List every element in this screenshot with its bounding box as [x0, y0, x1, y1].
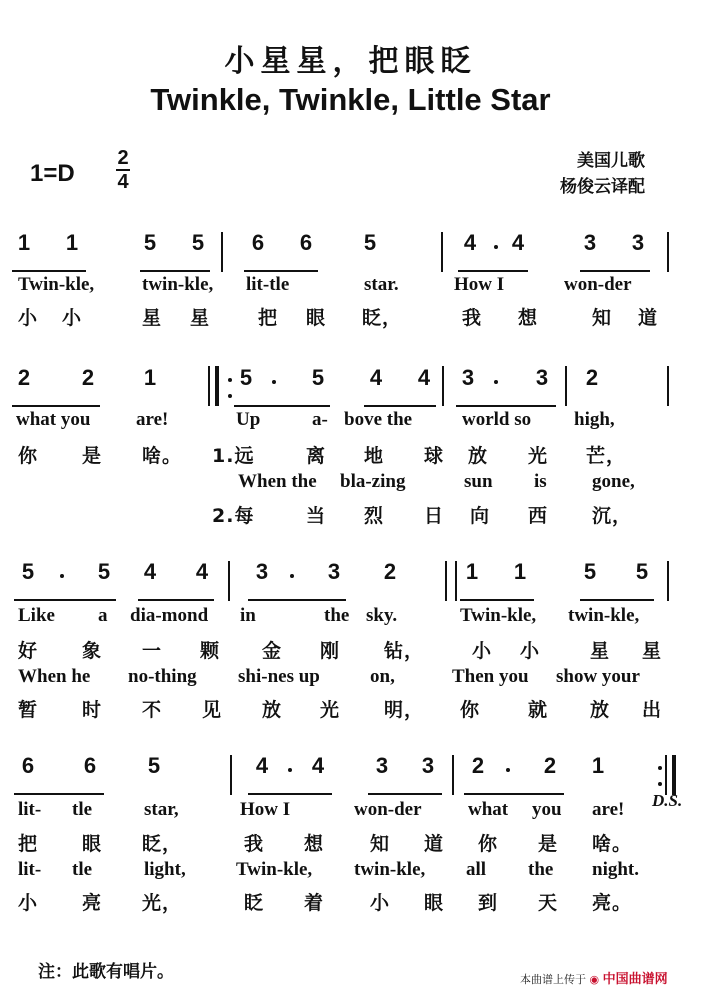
lyric-word-english: what	[468, 799, 509, 820]
lyric-word-english: a	[98, 605, 108, 626]
lyric-char-chinese: 球	[424, 445, 445, 467]
double-barline	[215, 366, 219, 406]
beam-underline	[244, 270, 318, 272]
key-signature: 1=D	[30, 160, 75, 187]
note-digit: 2	[585, 365, 599, 390]
lyric-char-chinese: 道	[638, 307, 659, 329]
lyric-word-english: Twin-kle,	[18, 274, 95, 295]
lyric-char-chinese: 你	[460, 699, 481, 721]
note-digit: 1	[465, 559, 479, 584]
lyric-char-chinese: 暂	[18, 699, 39, 721]
lyric-word-english: sky.	[366, 605, 398, 626]
lyric-word-english: you	[532, 799, 562, 820]
lyric-char-chinese: 放	[262, 699, 283, 721]
lyric-word-english: gone,	[592, 471, 635, 492]
lyric-word-english: all	[466, 859, 487, 880]
lyric-char-chinese: 眼	[82, 833, 103, 855]
lyric-char-chinese: 放	[468, 445, 489, 467]
lyric-char-chinese: 星	[642, 640, 663, 662]
note-digit: 4	[195, 559, 209, 584]
note-digit: 1	[17, 230, 31, 255]
duration-dot	[506, 768, 510, 772]
note-digit: 4	[369, 365, 383, 390]
barline	[665, 755, 667, 795]
beam-underline	[580, 599, 654, 601]
double-barline	[672, 755, 676, 795]
lyric-word-english: sun	[464, 471, 493, 492]
lyric-word-english: When he	[18, 666, 91, 687]
lyric-word-english: twin-kle,	[568, 605, 640, 626]
lyric-word-english: bove the	[344, 409, 413, 430]
note-digit: 2	[543, 753, 557, 778]
lyric-char-chinese: 你	[478, 833, 499, 855]
lyric-word-english: shi-nes up	[238, 666, 320, 687]
footnote: 注：此歌有唱片。	[38, 962, 174, 982]
note-digit: 5	[635, 559, 649, 584]
lyric-char-chinese: 不	[142, 699, 163, 721]
beam-underline	[580, 270, 650, 272]
lyric-word-english: world so	[462, 409, 532, 430]
lyric-char-chinese: 把	[18, 833, 39, 855]
lyric-char-chinese: 道	[424, 833, 445, 855]
note-digit: 3	[461, 365, 475, 390]
title-english: Twinkle, Twinkle, Little Star	[150, 82, 551, 117]
lyric-word-english: lit-	[18, 799, 42, 820]
note-digit: 5	[239, 365, 253, 390]
lyric-word-english: Twin-kle,	[460, 605, 537, 626]
lyric-word-english: light,	[144, 859, 186, 880]
beam-underline	[464, 793, 564, 795]
note-digit: 5	[191, 230, 205, 255]
lyric-char-chinese: 离	[306, 445, 327, 467]
lyric-char-chinese: 星	[590, 640, 611, 662]
lyric-word-english: no-thing	[128, 666, 197, 687]
lyric-char-chinese: 小	[18, 307, 39, 329]
lyric-word-english: high,	[574, 409, 615, 430]
barline	[565, 366, 567, 406]
lyric-char-chinese: 眼	[306, 307, 327, 329]
lyric-char-chinese: 明，	[384, 699, 425, 721]
lyric-word-english: what you	[16, 409, 91, 430]
lyric-char-chinese: 知	[592, 307, 613, 329]
duration-dot	[60, 574, 64, 578]
beam-underline	[234, 405, 330, 407]
lyric-char-chinese: 小	[370, 892, 391, 914]
note-digit: 1	[591, 753, 605, 778]
meter-top: 2	[117, 147, 129, 169]
note-digit: 5	[311, 365, 325, 390]
beam-underline	[456, 405, 556, 407]
lyric-char-chinese: 亮。	[592, 892, 633, 914]
lyric-char-chinese: 颗	[200, 640, 221, 662]
lyric-char-chinese: 就	[528, 699, 549, 721]
lyric-word-english: tle	[72, 859, 93, 880]
lyric-word-english: star.	[364, 274, 399, 295]
lyric-word-english: bla-zing	[340, 471, 406, 492]
lyric-word-english: are!	[136, 409, 169, 430]
lyric-word-english: Like	[18, 605, 55, 626]
note-digit: 3	[535, 365, 549, 390]
note-digit: 4	[255, 753, 269, 778]
lyric-word-english: on,	[370, 666, 395, 687]
barline	[452, 755, 454, 795]
time-signature	[116, 148, 130, 192]
lyric-char-chinese: 当	[306, 505, 327, 527]
note-digit: 5	[583, 559, 597, 584]
note-digit: 3	[583, 230, 597, 255]
note-digit: 2	[81, 365, 95, 390]
note-digit: 4	[463, 230, 477, 255]
lyric-word-english: night.	[592, 859, 639, 880]
beam-underline	[12, 270, 86, 272]
lyric-char-chinese: 见	[202, 699, 223, 721]
repeat-dot	[228, 394, 232, 398]
lyric-word-english: dia-mond	[130, 605, 209, 626]
footer-text: 本曲谱上传于	[520, 973, 586, 986]
meter-bottom: 4	[117, 171, 129, 193]
lyric-char-chinese: 啥。	[592, 833, 633, 855]
lyric-char-chinese: 眨，	[362, 307, 403, 329]
lyric-word-english: the	[324, 605, 350, 626]
barline	[445, 561, 447, 601]
beam-underline	[138, 599, 214, 601]
note-digit: 5	[21, 559, 35, 584]
beam-underline	[248, 793, 332, 795]
note-digit: 6	[83, 753, 97, 778]
beam-underline	[460, 599, 534, 601]
note-digit: 6	[251, 230, 265, 255]
barline	[667, 232, 669, 272]
repeat-dot	[658, 782, 662, 786]
lyric-word-english: How I	[240, 799, 291, 820]
note-digit: 3	[631, 230, 645, 255]
lyric-word-english: star,	[144, 799, 179, 820]
duration-dot	[272, 380, 276, 384]
beam-underline	[458, 270, 528, 272]
beam-underline	[14, 793, 104, 795]
lyric-char-chinese: 想	[304, 833, 325, 855]
beam-underline	[140, 270, 210, 272]
note-digit: 6	[21, 753, 35, 778]
note-digit: 4	[511, 230, 525, 255]
lyric-char-chinese: 象	[82, 640, 103, 662]
ds-mark: D.S.	[652, 791, 683, 810]
note-digit: 2	[383, 559, 397, 584]
lyric-char-chinese: 想	[518, 307, 539, 329]
lyric-char-chinese: 眼	[424, 892, 445, 914]
lyric-word-english: a-	[312, 409, 328, 430]
barline	[667, 561, 669, 601]
lyric-char-chinese: 光，	[142, 892, 183, 914]
lyric-char-chinese: 小	[472, 640, 493, 662]
note-digit: 1	[513, 559, 527, 584]
note-digit: 3	[421, 753, 435, 778]
lyric-word-english: lit-tle	[246, 274, 290, 295]
lyric-word-english: are!	[592, 799, 625, 820]
barline	[455, 561, 457, 601]
credit-origin: 美国儿歌	[577, 151, 645, 171]
lyric-char-chinese: 星	[190, 307, 211, 329]
barline	[228, 561, 230, 601]
note-digit: 5	[363, 230, 377, 255]
lyric-word-english: lit-	[18, 859, 42, 880]
lyric-char-chinese: 小	[62, 307, 83, 329]
lyric-char-chinese: 西	[528, 505, 549, 527]
lyric-char-chinese: 着	[304, 892, 325, 914]
duration-dot	[494, 245, 498, 249]
barline	[221, 232, 223, 272]
note-digit: 2	[471, 753, 485, 778]
lyric-char-chinese: 钻，	[384, 640, 425, 662]
lyric-char-chinese: 地	[364, 445, 385, 467]
lyric-char-chinese: 你	[18, 445, 39, 467]
barline	[442, 366, 444, 406]
note-digit: 4	[311, 753, 325, 778]
lyric-word-english: How I	[454, 274, 505, 295]
lyric-char-chinese: 是	[538, 833, 559, 855]
note-digit: 3	[255, 559, 269, 584]
lyric-char-chinese: 是	[82, 445, 103, 467]
lyric-char-chinese: 沉，	[592, 505, 633, 527]
lyric-word-english: twin-kle,	[142, 274, 214, 295]
lyric-char-chinese: 芒，	[586, 445, 627, 467]
barline	[667, 366, 669, 406]
lyric-word-english: Twin-kle,	[236, 859, 313, 880]
lyric-word-english: twin-kle,	[354, 859, 426, 880]
lyric-char-chinese: 刚	[320, 640, 341, 662]
lyric-word-english: is	[534, 471, 547, 492]
lyric-char-chinese: 眨，	[142, 833, 183, 855]
note-digit: 5	[143, 230, 157, 255]
lyric-word-english: When the	[238, 471, 317, 492]
beam-underline	[248, 599, 346, 601]
lyric-char-chinese: 放	[590, 699, 611, 721]
lyric-char-chinese: 1.远	[212, 445, 255, 467]
beam-underline	[12, 405, 100, 407]
lyric-char-chinese: 眨	[244, 892, 265, 914]
footer-logo-icon: ◉	[589, 973, 600, 986]
lyric-char-chinese: 啥。	[142, 445, 183, 467]
lyric-char-chinese: 烈	[364, 505, 385, 527]
repeat-dot	[658, 766, 662, 770]
lyric-word-english: won-der	[564, 274, 632, 295]
beam-underline	[368, 793, 442, 795]
note-digit: 6	[299, 230, 313, 255]
lyric-char-chinese: 把	[258, 307, 279, 329]
lyric-char-chinese: 好	[18, 640, 39, 662]
duration-dot	[494, 380, 498, 384]
note-digit: 2	[17, 365, 31, 390]
duration-dot	[288, 768, 292, 772]
lyric-char-chinese: 星	[142, 307, 163, 329]
lyric-char-chinese: 我	[244, 833, 265, 855]
lyric-char-chinese: 我	[462, 307, 483, 329]
lyric-word-english: show your	[556, 666, 640, 687]
lyric-char-chinese: 天	[538, 892, 559, 914]
credit-translator: 杨俊云译配	[560, 177, 645, 197]
note-digit: 4	[143, 559, 157, 584]
lyric-char-chinese: 小	[520, 640, 541, 662]
footer-credit	[520, 968, 668, 987]
duration-dot	[290, 574, 294, 578]
note-digit: 3	[375, 753, 389, 778]
lyric-char-chinese: 光	[320, 699, 341, 721]
note-digit: 5	[147, 753, 161, 778]
lyric-char-chinese: 一	[142, 640, 163, 662]
note-digit: 4	[417, 365, 431, 390]
lyric-char-chinese: 2.每	[212, 505, 255, 527]
lyric-char-chinese: 向	[470, 505, 491, 527]
lyric-word-english: in	[240, 605, 256, 626]
lyric-char-chinese: 知	[370, 833, 391, 855]
barline	[208, 366, 210, 406]
lyric-char-chinese: 金	[262, 640, 283, 662]
note-digit: 1	[143, 365, 157, 390]
lyric-char-chinese: 亮	[82, 892, 103, 914]
lyric-char-chinese: 小	[18, 892, 39, 914]
lyric-word-english: won-der	[354, 799, 422, 820]
barline	[230, 755, 232, 795]
lyric-word-english: tle	[72, 799, 93, 820]
footer-brand: 中国曲谱网	[602, 972, 668, 987]
beam-underline	[364, 405, 436, 407]
beam-underline	[14, 599, 116, 601]
lyric-char-chinese: 时	[82, 699, 103, 721]
lyric-char-chinese: 光	[528, 445, 549, 467]
note-digit: 1	[65, 230, 79, 255]
barline	[441, 232, 443, 272]
note-digit: 5	[97, 559, 111, 584]
lyric-word-english: the	[528, 859, 554, 880]
lyric-char-chinese: 到	[478, 892, 499, 914]
note-digit: 3	[327, 559, 341, 584]
repeat-dot	[228, 378, 232, 382]
lyric-word-english: Then you	[452, 666, 529, 687]
lyric-char-chinese: 日	[424, 505, 445, 527]
title-chinese: 小星星，把眼眨	[224, 44, 477, 79]
lyric-char-chinese: 出	[642, 699, 663, 721]
lyric-word-english: Up	[236, 409, 261, 430]
